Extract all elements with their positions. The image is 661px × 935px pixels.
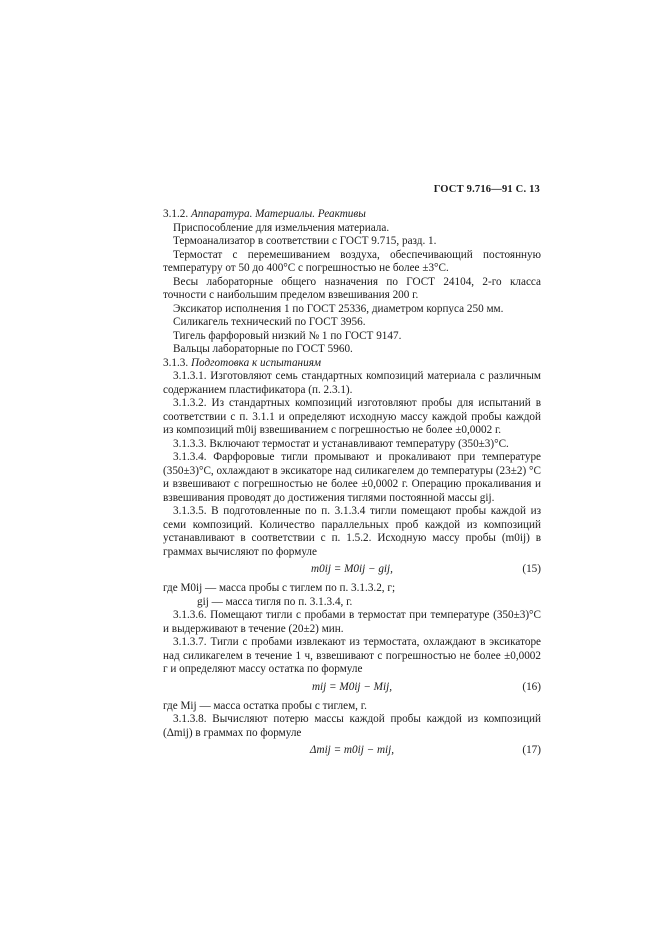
formula-expression: Δmij = m0ij − mij, <box>309 744 395 756</box>
formula-16 <box>163 681 541 697</box>
equipment-item: Силикагель технический по ГОСТ 3956. <box>173 316 366 328</box>
formula-number: (17) <box>522 744 541 756</box>
formula-definition: gij — масса тигля по п. 3.1.3.4, г. <box>197 595 353 608</box>
formula-definition: где M0ij — масса пробы с тиглем по п. 3.1.3.2, г; <box>163 582 396 594</box>
formula-expression: mij = M0ij − Mij, <box>311 680 393 693</box>
paragraph-3-1-3-2: 3.1.3.2. Из стандартных композиций изготовляют пробы для испытаний в соответствии с п. 3.1.1 и определяют исходную массу каждой пробы каждой из композиций m0ij взвешиванием с погрешностью не более ±0,0002 г. <box>163 397 541 436</box>
section-title: Аппаратура. Материалы. Реактивы <box>190 208 366 220</box>
paragraph-3-1-3-5: 3.1.3.5. В подготовленные по п. 3.1.3.4 тигли помещают пробы каждой из семи композиций. Количество параллельных проб каждой из композиций устанавливают в соответствии с п. 1.5.2. Исходную массу пробы (m0ij) в граммах вычисляют по формуле <box>163 505 541 558</box>
equipment-item: Вальцы лабораторные по ГОСТ 5960. <box>173 343 353 355</box>
equipment-item: Термостат с перемешиванием воздуха, обеспечивающий постоянную температуру от 50 до 400°С с погрешностью не более ±3°С. <box>163 248 541 274</box>
formula-17 <box>163 744 541 760</box>
equipment-item: Эксикатор исполнения 1 по ГОСТ 25336, диаметром корпуса 250 мм. <box>173 302 504 315</box>
formula-number: (16) <box>522 680 541 693</box>
formula-definition: где Mij — масса остатка пробы с тиглем, г. <box>163 699 367 712</box>
section-number: 3.1.3. <box>163 356 189 369</box>
section-3-1-2-heading <box>163 208 541 222</box>
formula-number: (15) <box>522 563 541 575</box>
formula-15 <box>163 563 541 579</box>
paragraph-3-1-3-4: 3.1.3.4. Фарфоровые тигли промывают и прокаливают при температуре (350±3)°С, охлаждают в эксикаторе над силикагелем до температуры (23±2) °С и взвешивают с погрешностью не более ±0,0002 г. Операцию прокаливания и взвешивания проводят до достижения тиглями постоянной массы gij. <box>163 451 541 504</box>
equipment-item: Термоанализатор в соответствии с ГОСТ 9.715, разд. 1. <box>173 235 437 247</box>
paragraph-3-1-3-7: 3.1.3.7. Тигли с пробами извлекают из термостата, охлаждают в эксикаторе над силикагелем в течение 1 ч, взвешивают с погрешностью не более ±0,0002 г и определяют массу остатка по формуле <box>163 636 541 675</box>
section-number: 3.1.2. <box>163 208 189 220</box>
paragraph-3-1-3-3: 3.1.3.3. Включают термостат и устанавливают температуру (350±3)°С. <box>173 437 509 450</box>
document-body <box>163 208 541 763</box>
paragraph-3-1-3-1: 3.1.3.1. Изготовляют семь стандартных композиций материала с различным содержанием пластификатора (п. 2.3.1). <box>163 370 541 396</box>
paragraph-3-1-3-6: 3.1.3.6. Помещают тигли с пробами в термостат при температуре (350±3)°С и выдерживают в течение (20±2) мин. <box>163 609 541 635</box>
section-title: Подготовка к испытаниям <box>190 356 322 369</box>
equipment-item: Приспособление для измельчения материала. <box>173 221 390 234</box>
paragraph-3-1-3-8: 3.1.3.8. Вычисляют потерю массы каждой пробы каждой из композиций (Δmij) в граммах по формуле <box>163 713 541 739</box>
formula-expression: m0ij = M0ij − gij, <box>311 563 393 575</box>
section-3-1-3-heading <box>163 357 541 371</box>
equipment-item: Весы лабораторные общего назначения по ГОСТ 24104, 2-го класса точности с наибольшим пределом взвешивания 200 г. <box>163 275 541 301</box>
equipment-item: Тигель фарфоровый низкий № 1 по ГОСТ 9147. <box>173 329 402 342</box>
page-header: ГОСТ 9.716—91 С. 13 <box>433 184 540 195</box>
